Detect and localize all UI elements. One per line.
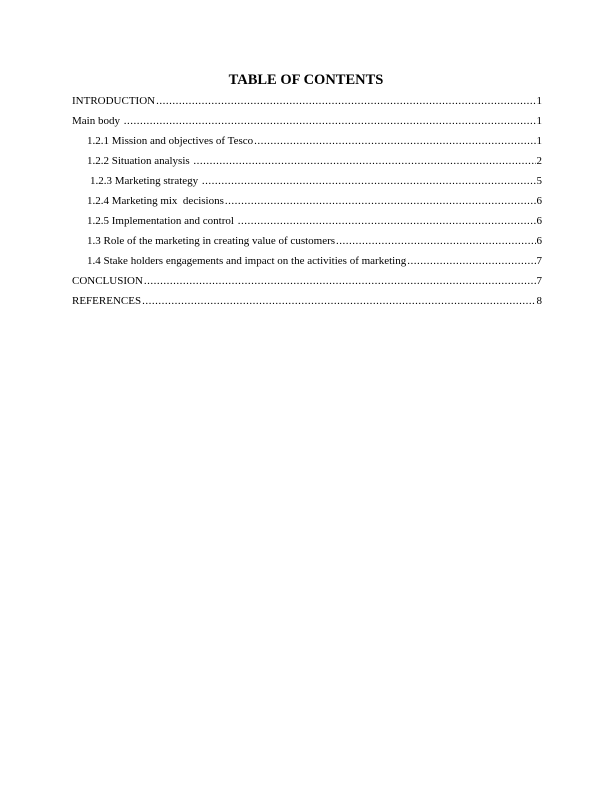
toc-entry-page-number: 6 xyxy=(536,235,542,247)
toc-entry-stakeholders[interactable] xyxy=(72,254,542,274)
toc-dot-leader xyxy=(142,294,535,308)
toc-entry-situation-analysis[interactable] xyxy=(72,154,542,174)
toc-entry-implementation-control[interactable] xyxy=(72,214,542,234)
toc-entry-page-number: 1 xyxy=(536,115,542,127)
toc-entry-page-number: 8 xyxy=(536,295,542,307)
toc-entry-label: 1.2.4 Marketing mix decisions xyxy=(87,195,224,207)
toc-dot-leader xyxy=(144,274,536,288)
toc-entry-role-of-marketing[interactable] xyxy=(72,234,542,254)
toc-entry-label: 1.2.2 Situation analysis xyxy=(87,155,193,167)
toc-dot-leader xyxy=(202,174,536,188)
toc-entry-page-number: 7 xyxy=(536,255,542,267)
toc-entry-label: 1.3 Role of the marketing in creating value of customers xyxy=(87,235,336,247)
toc-entry-label: 1.2.5 Implementation and control xyxy=(87,215,237,227)
toc-entry-page-number: 7 xyxy=(536,275,542,287)
toc-entry-page-number: 6 xyxy=(536,215,542,227)
toc-entry-marketing-mix[interactable] xyxy=(72,194,542,214)
toc-dot-leader xyxy=(156,94,535,108)
toc-dot-leader xyxy=(407,254,535,268)
toc-dot-leader xyxy=(238,214,536,228)
toc-entry-label: REFERENCES xyxy=(72,295,142,307)
toc-entry-label: 1.4 Stake holders engagements and impact on the activities of marketing xyxy=(87,255,407,267)
toc-entry-label: 1.2.3 Marketing strategy xyxy=(90,175,201,187)
toc-entry-main-body[interactable] xyxy=(72,114,542,134)
toc-entry-page-number: 1 xyxy=(536,95,542,107)
toc-entry-marketing-strategy[interactable] xyxy=(72,174,542,194)
toc-entry-label: Main body xyxy=(72,115,123,127)
toc-dot-leader xyxy=(225,194,536,208)
toc-dot-leader xyxy=(193,154,535,168)
toc-entry-page-number: 6 xyxy=(536,195,542,207)
toc-entry-page-number: 2 xyxy=(536,155,542,167)
toc-entry-introduction[interactable] xyxy=(72,94,542,114)
toc-entry-references[interactable] xyxy=(72,294,542,314)
toc-entry-label: CONCLUSION xyxy=(72,275,143,287)
toc-title: TABLE OF CONTENTS xyxy=(228,72,384,88)
table-of-contents xyxy=(72,94,542,314)
toc-dot-leader xyxy=(124,114,536,128)
toc-entry-label: INTRODUCTION xyxy=(72,95,156,107)
toc-entry-conclusion[interactable] xyxy=(72,274,542,294)
toc-entry-mission-objectives[interactable] xyxy=(72,134,542,154)
toc-entry-page-number: 5 xyxy=(536,175,542,187)
toc-entry-page-number: 1 xyxy=(536,135,542,147)
toc-entry-label: 1.2.1 Mission and objectives of Tesco xyxy=(87,135,254,147)
toc-dot-leader xyxy=(254,134,535,148)
toc-dot-leader xyxy=(336,234,535,248)
